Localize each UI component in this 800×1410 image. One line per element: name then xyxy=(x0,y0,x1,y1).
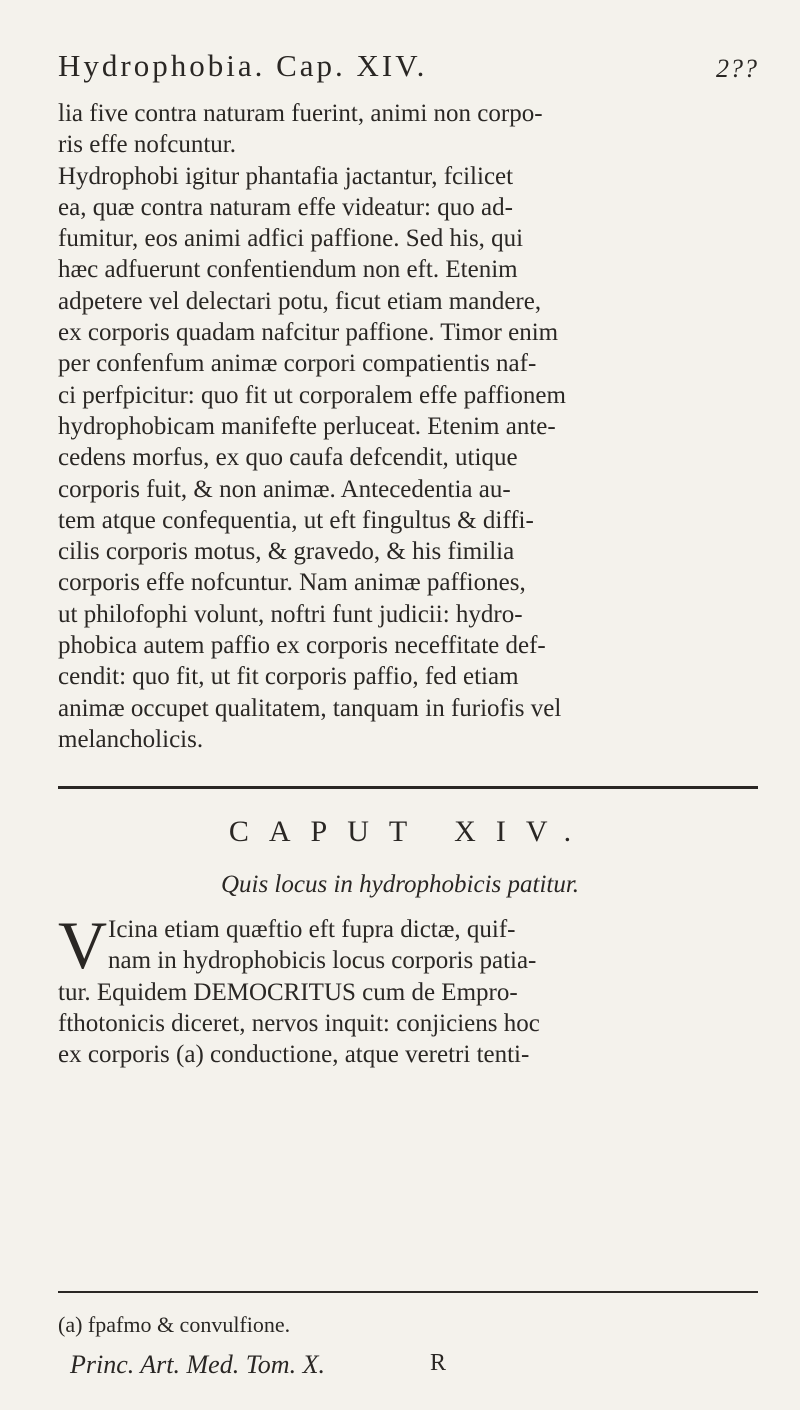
signature-mark: R xyxy=(430,1350,447,1376)
text-line: hydrophobicam manifefte perluceat. Etenim ante- xyxy=(58,412,556,440)
text-line: per confenfum animæ corpori compatientis naf- xyxy=(58,350,537,378)
text-line: ut philofophi volunt, noftri funt judicii: hydro- xyxy=(58,600,523,628)
text-line: phobica autem paffio ex corporis neceffitate def- xyxy=(58,632,546,660)
chapter-paragraph xyxy=(58,907,758,1070)
text-line: corporis fuit, & non animæ. Antecedentia au- xyxy=(58,475,511,503)
page-number: 2?? xyxy=(716,54,758,83)
signature-text: Princ. Art. Med. Tom. X. xyxy=(70,1350,325,1379)
text-line: Icina etiam quæftio eft fupra dictæ, quif- xyxy=(108,916,516,943)
text-line: animæ occupet qualitatem, tanquam in furiofis vel xyxy=(58,694,562,722)
signature-line xyxy=(70,1350,770,1380)
text-line: adpetere vel delectari potu, ficut etiam mandere, xyxy=(58,287,542,315)
running-head xyxy=(58,48,758,88)
text-line: corporis effe nofcuntur. Nam animæ paffiones, xyxy=(58,569,526,597)
text-line: melancholicis. xyxy=(58,725,204,753)
text-line: ris effe nofcuntur. xyxy=(58,131,236,159)
text-line: ci perfpicitur: quo fit ut corporalem effe paffionem xyxy=(58,381,566,409)
body-paragraph xyxy=(58,98,758,755)
text-line: cilis corporis motus, & gravedo, & his fimilia xyxy=(58,538,515,566)
text-line: ex corporis quadam nafcitur paffione. Timor enim xyxy=(58,319,559,347)
footnote-rule xyxy=(58,1291,758,1293)
text-line: tem atque confequentia, ut eft fingultus & diffi- xyxy=(58,506,534,534)
text-line: tur. Equidem DEMOCRITUS cum de Empro- xyxy=(58,978,518,1006)
footnote: (a) fpafmo & convulfione. xyxy=(58,1312,291,1337)
chapter-subtitle: Quis locus in hydrophobicis patitur. xyxy=(220,871,580,898)
text-line: nam in hydrophobicis locus corporis patia- xyxy=(108,947,537,975)
text-line: Hydrophobi igitur phantafia jactantur, fcilicet xyxy=(58,162,514,190)
text-line: ex corporis (a) conductione, atque veretri tenti- xyxy=(58,1041,530,1069)
text-line: hæc adfuerunt confentiendum non eft. Etenim xyxy=(58,256,518,284)
chapter-heading: CAPUT XIV. xyxy=(228,815,592,848)
text-line: cedens morfus, ex quo caufa defcendit, utique xyxy=(58,444,518,472)
chapter-divider-rule xyxy=(58,786,758,789)
text-line: lia five contra naturam fuerint, animi non corpo- xyxy=(58,100,543,127)
text-line: ea, quæ contra naturam effe videatur: quo ad- xyxy=(58,193,513,221)
drop-cap: V xyxy=(58,907,108,983)
text-line: fumitur, eos animi adfici paffione. Sed his, qui xyxy=(58,225,524,253)
running-head-title: Hydrophobia. Cap. XIV. xyxy=(58,48,428,83)
text-line: fthotonicis diceret, nervos inquit: conjiciens hoc xyxy=(58,1009,540,1037)
text-line: cendit: quo fit, ut fit corporis paffio, fed etiam xyxy=(58,663,519,691)
